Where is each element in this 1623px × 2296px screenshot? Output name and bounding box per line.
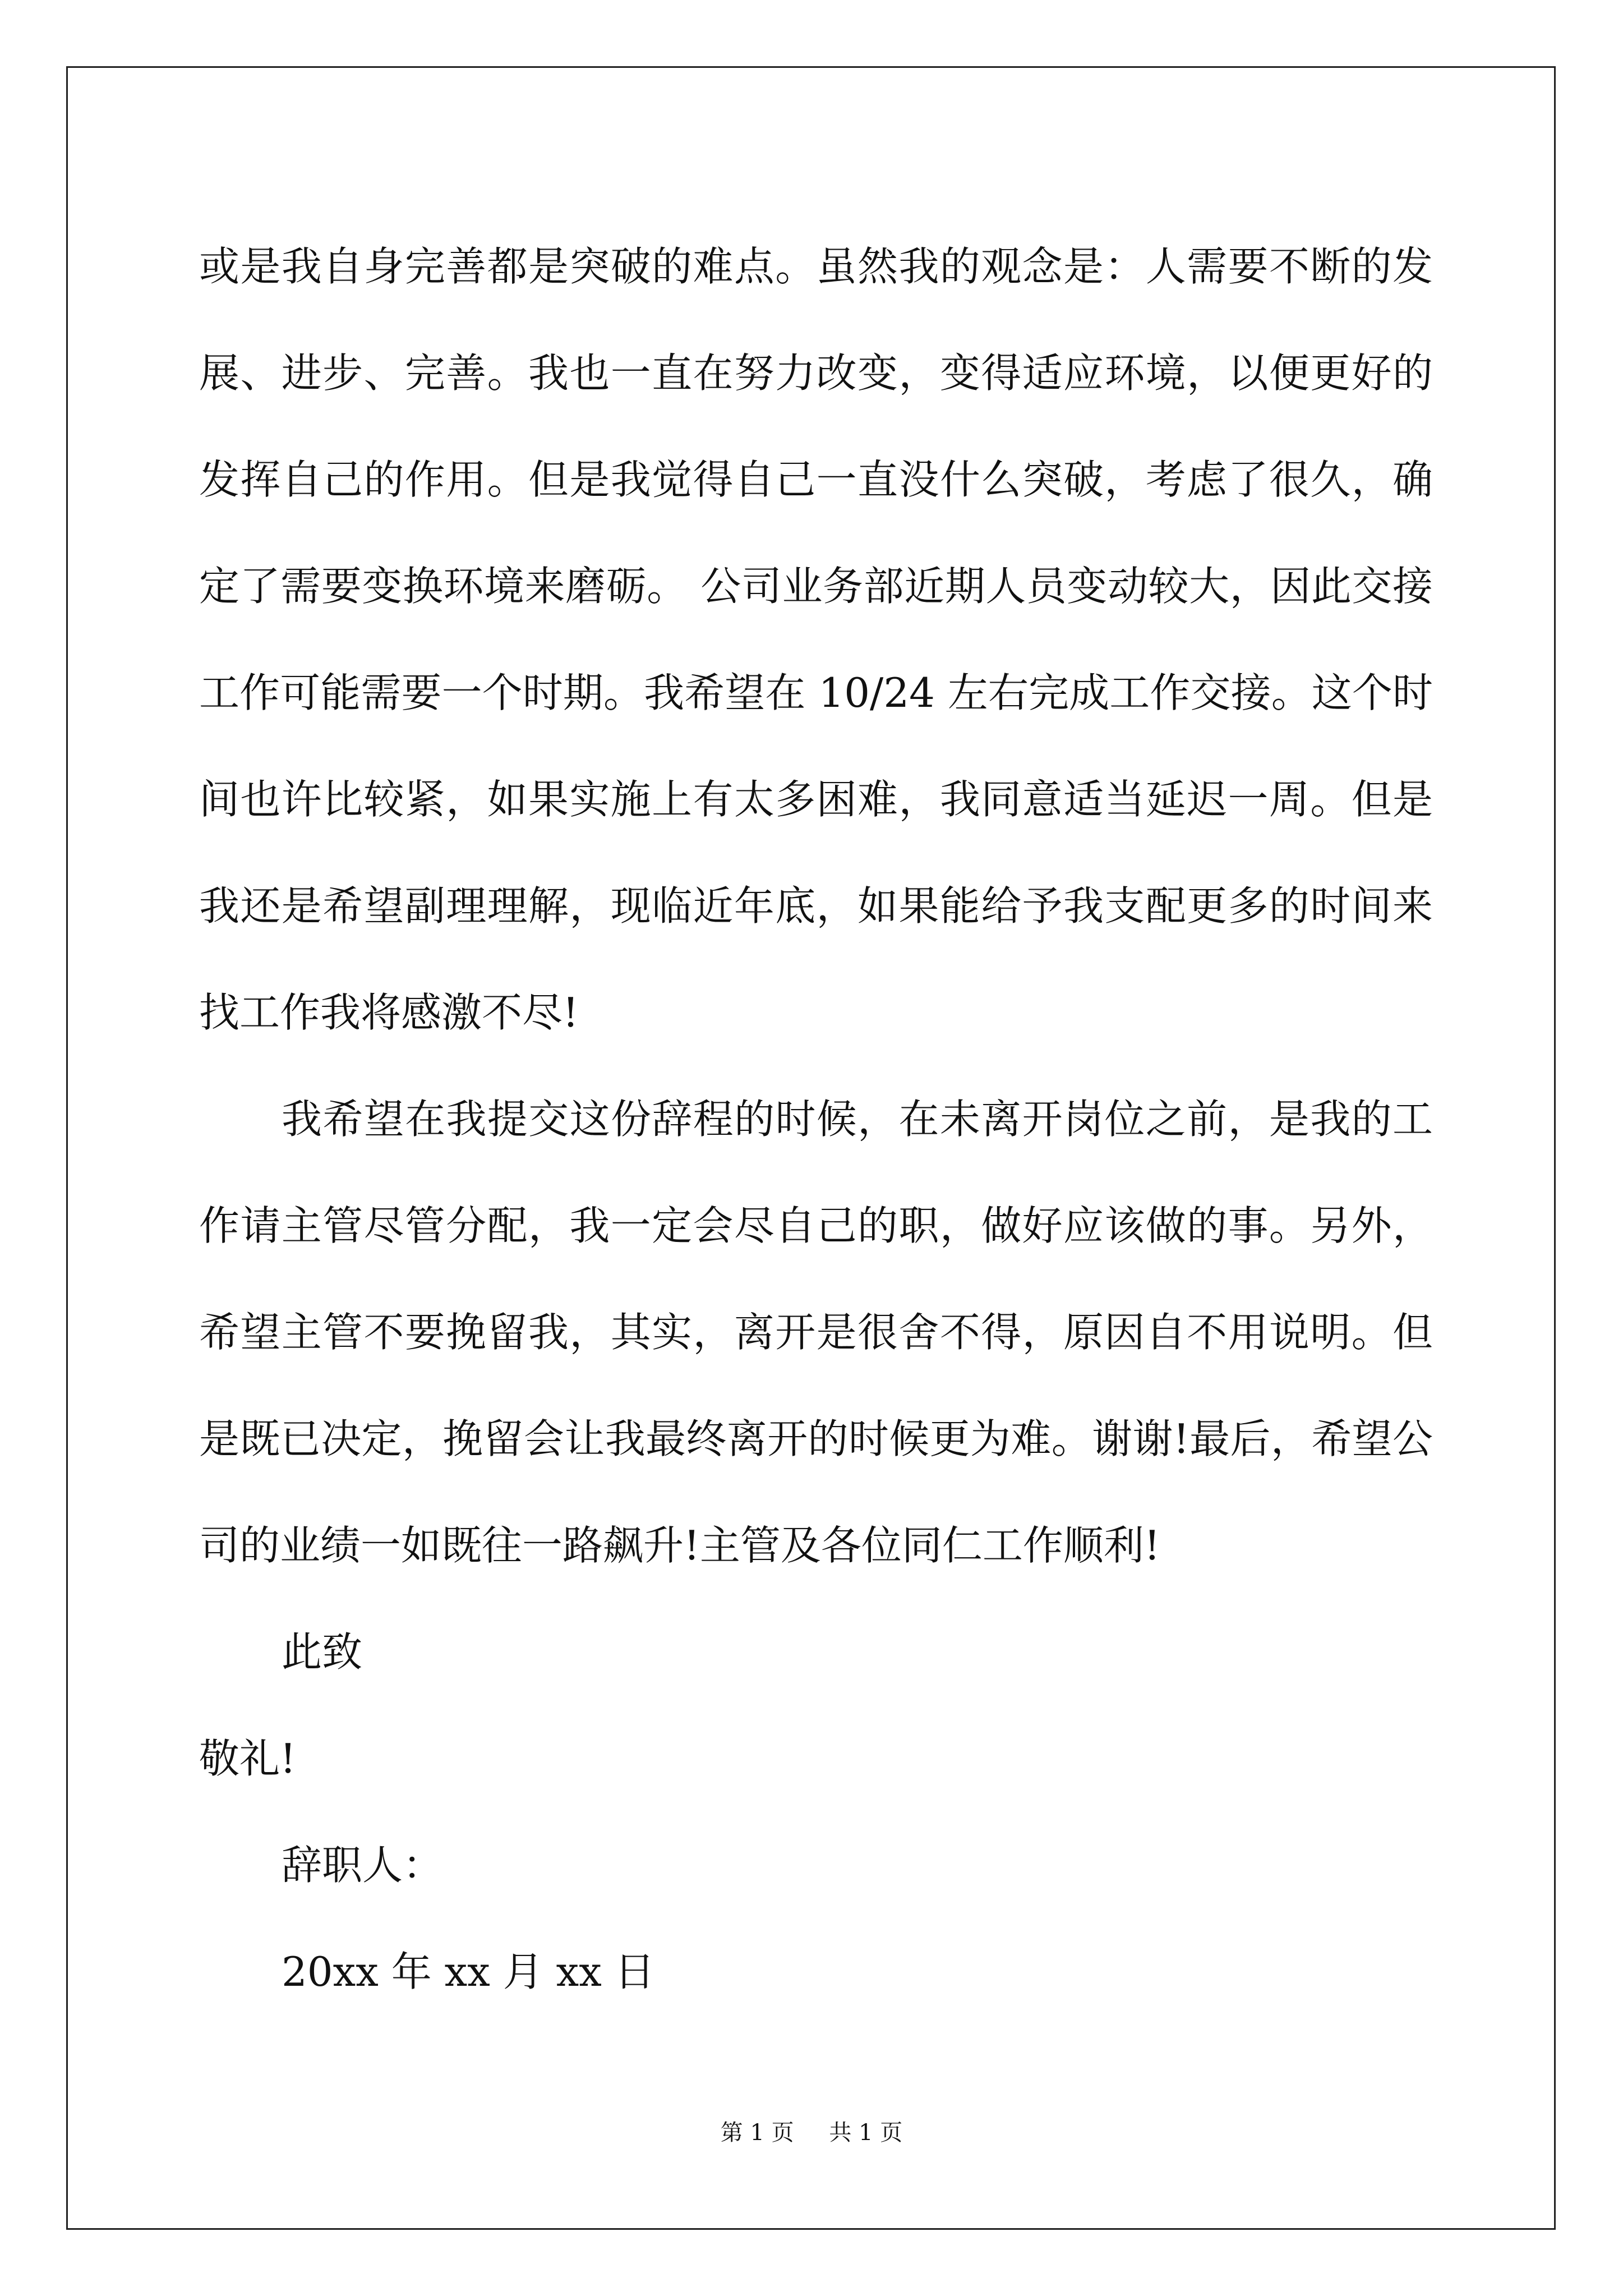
text-line: 是既已决定，挽留会让我最终离开的时候更为难。谢谢!最后，希望公	[199, 1415, 1433, 1462]
page-number-total: 共 1 页	[829, 2120, 903, 2146]
date-line: 20xx 年 xx 月 xx 日	[282, 1948, 655, 1995]
letter-body	[199, 213, 1433, 2025]
text-line: 或是我自身完善都是突破的难点。虽然我的观念是：人需要不断的发	[199, 243, 1433, 290]
text-line: 司的业绩一如既往一路飙升!主管及各位同仁工作顺利!	[199, 1522, 1160, 1569]
page-footer	[0, 2115, 1623, 2147]
text-line: 作请主管尽管分配，我一定会尽自己的职，做好应该做的事。另外，	[199, 1202, 1433, 1249]
salutation-line: 敬礼!	[199, 1735, 296, 1782]
text-line: 工作可能需要一个时期。我希望在 10/24 左右完成工作交接。这个时	[199, 669, 1433, 716]
text-line: 展、进步、完善。我也一直在努力改变，变得适应环境，以便更好的	[199, 349, 1433, 397]
text-line: 定了需要变换环境来磨砺。 公司业务部近期人员变动较大，因此交接	[199, 563, 1433, 610]
signature-line: 辞职人：	[282, 1842, 444, 1889]
text-line: 我希望在我提交这份辞程的时候，在未离开岗位之前，是我的工	[282, 1096, 1433, 1143]
closing-line: 此致	[282, 1628, 363, 1676]
text-line: 间也许比较紧，如果实施上有太多困难，我同意适当延迟一周。但是	[199, 776, 1433, 823]
text-line: 发挥自己的作用。但是我觉得自己一直没什么突破，考虑了很久，确	[199, 456, 1433, 503]
text-line: 找工作我将感激不尽!	[199, 989, 579, 1036]
text-line: 希望主管不要挽留我，其实，离开是很舍不得，原因自不用说明。但	[199, 1309, 1433, 1356]
text-line: 我还是希望副理理解，现临近年底，如果能给予我支配更多的时间来	[199, 882, 1433, 930]
page-number-current: 第 1 页	[720, 2120, 794, 2146]
